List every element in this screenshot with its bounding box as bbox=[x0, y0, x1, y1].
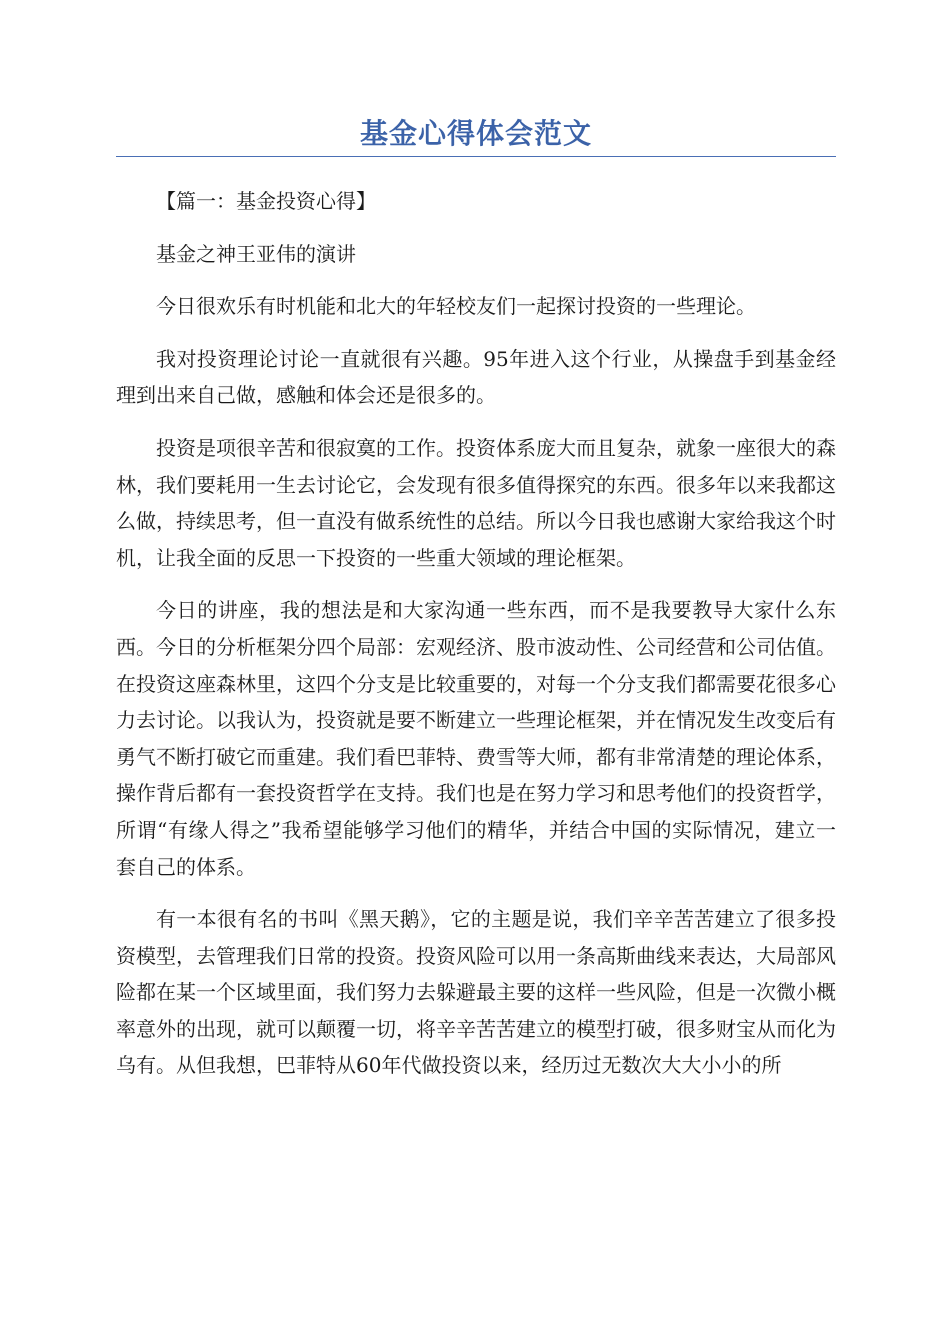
document-page bbox=[116, 112, 836, 1100]
speech-title: 基金之神王亚伟的演讲 bbox=[156, 241, 356, 266]
title-divider bbox=[116, 156, 836, 157]
paragraph: 我对投资理论讨论一直就很有兴趣。95年进入这个行业，从操盘手到基金经理到出来自己做，感触和体会还是很多的。 bbox=[116, 346, 836, 408]
paragraph: 今日很欢乐有时机能和北大的年轻校友们一起探讨投资的一些理论。 bbox=[156, 294, 756, 319]
paragraph: 有一本很有名的书叫《黑天鹅》，它的主题是说，我们辛辛苦苦建立了很多投资模型，去管理我们日常的投资。投资风险可以用一条高斯曲线来表达，大局部风险都在某一个区域里面，我们努力去躲避最主要的这样一些风险，但是一次微小概率意外的出现，就可以颠覆一切，将辛辛苦苦建立的模型打破，很多财宝从而化为乌有。从但我想，巴菲特从60年代做投资以来，经历过无数次大大小小的所 bbox=[116, 907, 836, 1078]
paragraph: 今日的讲座，我的想法是和大家沟通一些东西，而不是我要教导大家什么东西。今日的分析框架分四个局部：宏观经济、股市波动性、公司经营和公司估值。在投资这座森林里，这四个分支是比较重要的，对每一个分支我们都需要花很多心力去讨论。以我认为，投资就是要不断建立一些理论框架，并在情况发生改变后有勇气不断打破它而重建。我们看巴菲特、费雪等大师，都有非常清楚的理论体系，操作背后都有一套投资哲学在支持。我们也是在努力学习和思考他们的投资哲学，所谓“有缘人得之”我希望能够学习他们的精华，并结合中国的实际情况，建立一套自己的体系。 bbox=[116, 598, 836, 879]
document-title: 基金心得体会范文 bbox=[359, 117, 592, 150]
paragraph: 投资是项很辛苦和很寂寞的工作。投资体系庞大而且复杂，就象一座很大的森林，我们要耗用一生去讨论它，会发现有很多值得探究的东西。很多年以来我都这么做，持续思考，但一直没有做系统性的总结。所以今日我也感谢大家给我这个时机，让我全面的反思一下投资的一些重大领域的理论框架。 bbox=[116, 435, 836, 570]
document-body bbox=[116, 183, 836, 1084]
section-heading: 【篇一：基金投资心得】 bbox=[156, 189, 376, 213]
